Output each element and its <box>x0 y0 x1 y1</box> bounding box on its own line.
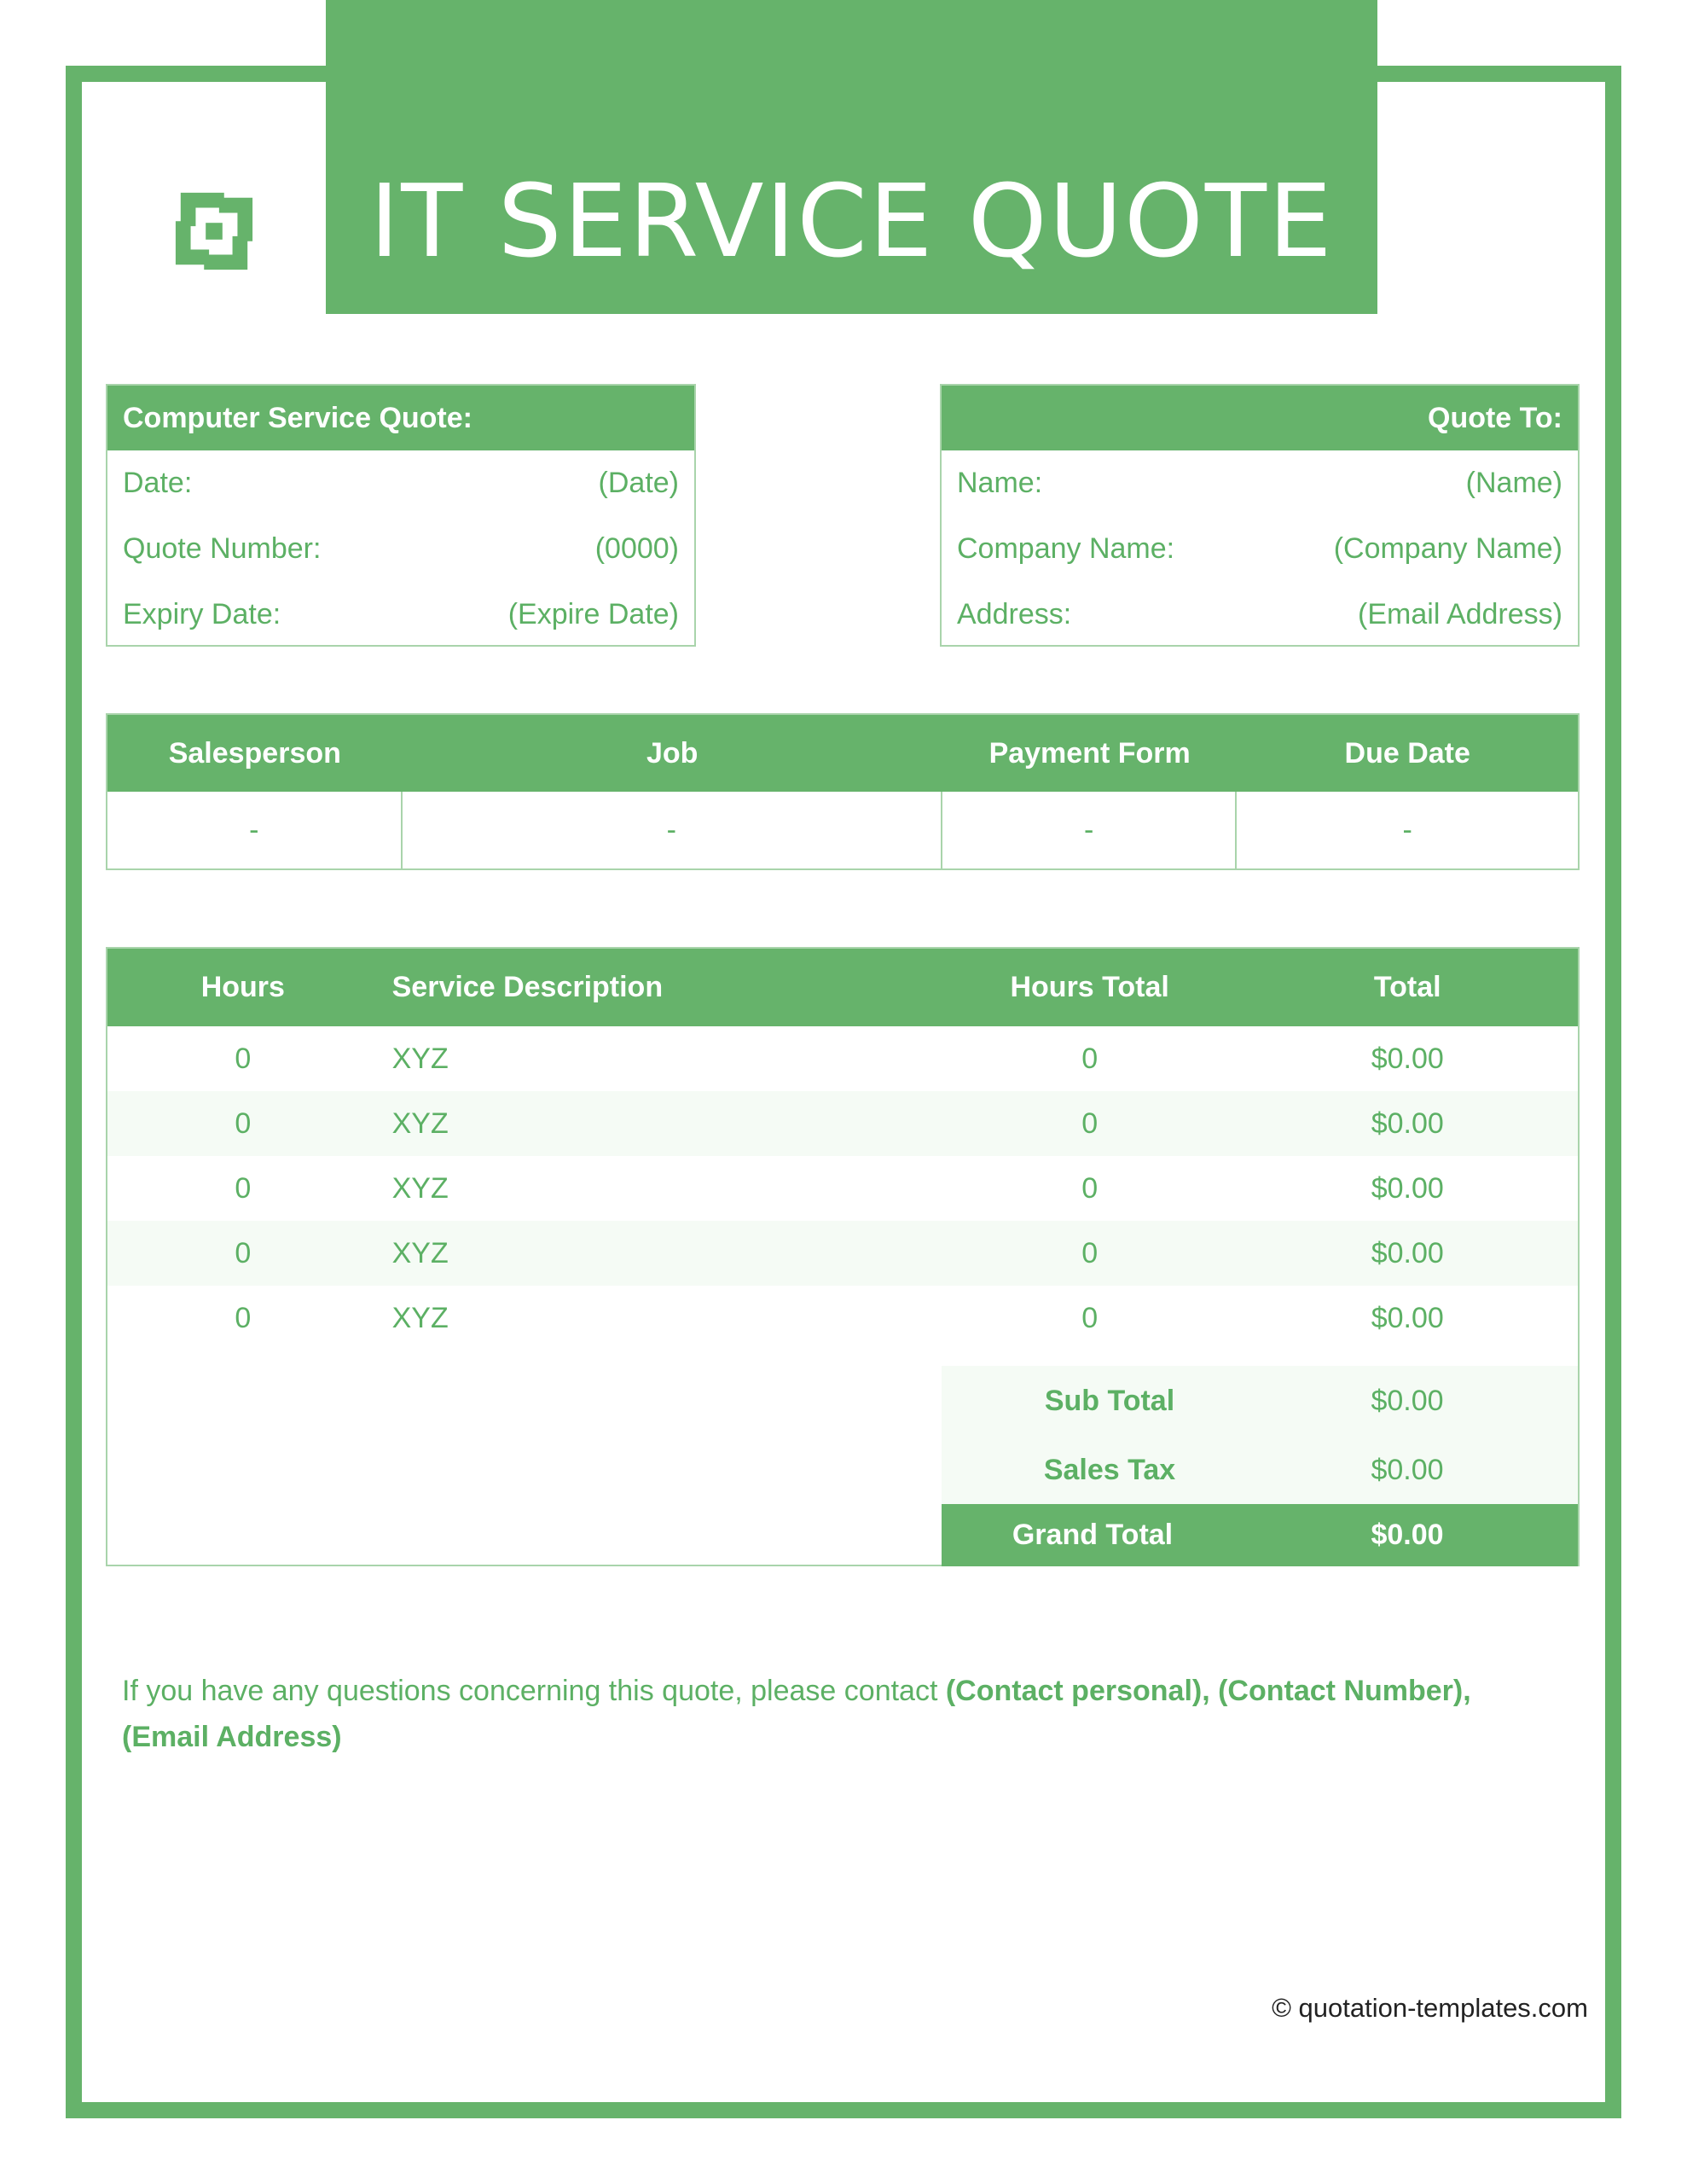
total-cell: $0.00 <box>1371 1301 1444 1334</box>
quote-info-row <box>107 516 694 582</box>
quote-info-row <box>107 450 694 516</box>
hours-cell: 0 <box>235 1042 252 1075</box>
hours-total-cell: 0 <box>1081 1107 1099 1140</box>
description-cell: XYZ <box>391 1042 449 1075</box>
table-row <box>107 1156 1578 1221</box>
hours-cell: 0 <box>235 1236 252 1269</box>
quote-info-box <box>106 384 696 647</box>
page-title: IT SERVICE QUOTE <box>369 162 1334 280</box>
job-table <box>106 713 1580 870</box>
total-cell: $0.00 <box>1371 1171 1444 1205</box>
hours-cell: 0 <box>235 1301 252 1334</box>
quote-number-label: Quote Number: <box>123 532 322 565</box>
description-cell: XYZ <box>391 1107 449 1140</box>
hours-header: Hours <box>200 971 285 1003</box>
quote-number-value: (0000) <box>594 532 679 565</box>
hours-total-cell: 0 <box>1081 1236 1099 1269</box>
salesperson-header: Salesperson <box>168 736 341 770</box>
quote-to-row <box>942 582 1578 648</box>
quote-info-heading: Computer Service Quote: <box>107 386 694 450</box>
date-label: Date: <box>123 467 193 499</box>
company-name-value: (Company Name) <box>1333 532 1562 565</box>
description-cell: XYZ <box>391 1171 449 1205</box>
quote-to-row <box>942 450 1578 516</box>
name-value: (Name) <box>1465 467 1562 499</box>
hours-cell: 0 <box>235 1171 252 1205</box>
total-cell: $0.00 <box>1371 1107 1444 1140</box>
sales-tax-value: $0.00 <box>1371 1453 1444 1486</box>
grand-total-row <box>942 1504 1578 1566</box>
salesperson-value: - <box>107 792 403 868</box>
company-name-label: Company Name: <box>957 532 1175 565</box>
payment-form-value: - <box>942 792 1238 868</box>
table-row <box>107 1286 1578 1350</box>
quote-info-row <box>107 582 694 648</box>
total-cell: $0.00 <box>1371 1042 1444 1075</box>
job-value: - <box>403 792 942 868</box>
contact-email: (Email Address) <box>122 1721 342 1753</box>
table-row <box>107 1091 1578 1156</box>
grand-total-label: Grand Total <box>1012 1519 1174 1551</box>
due-date-value: - <box>1402 813 1412 846</box>
grand-total-value: $0.00 <box>1371 1519 1444 1551</box>
description-cell: XYZ <box>391 1301 449 1334</box>
job-table-header <box>107 715 1578 792</box>
square-swirl-logo-icon <box>172 189 256 273</box>
date-value: (Date) <box>598 467 679 499</box>
sub-total-row <box>942 1366 1578 1436</box>
job-table-row <box>107 792 1578 868</box>
contact-note <box>122 1668 1529 1760</box>
table-row <box>107 1221 1578 1286</box>
table-row <box>107 1026 1578 1091</box>
address-value: (Email Address) <box>1358 598 1562 630</box>
job-header: Job <box>646 736 699 770</box>
description-cell: XYZ <box>391 1236 449 1269</box>
total-header: Total <box>1373 971 1441 1003</box>
quote-to-heading: Quote To: <box>942 386 1578 450</box>
name-label: Name: <box>957 467 1043 499</box>
quote-to-row <box>942 516 1578 582</box>
due-date-header: Due Date <box>1344 736 1470 770</box>
quote-to-box <box>940 384 1580 647</box>
copyright: © quotation-templates.com <box>1272 1993 1588 2023</box>
hours-cell: 0 <box>235 1107 252 1140</box>
expiry-date-label: Expiry Date: <box>123 598 281 630</box>
hours-total-cell: 0 <box>1081 1171 1099 1205</box>
sub-total-value: $0.00 <box>1371 1384 1444 1417</box>
contact-note-text: If you have any questions concerning this quote, please contact <box>122 1675 946 1707</box>
contact-details: (Contact personal), (Contact Number), <box>945 1675 1471 1707</box>
sales-tax-row <box>942 1436 1578 1504</box>
hours-total-cell: 0 <box>1081 1042 1099 1075</box>
hours-total-cell: 0 <box>1081 1301 1099 1334</box>
sub-total-label: Sub Total <box>1044 1384 1175 1417</box>
service-table <box>106 947 1580 1566</box>
title-banner <box>326 0 1377 314</box>
service-description-header: Service Description <box>391 971 664 1003</box>
expiry-date-value: (Expire Date) <box>507 598 679 630</box>
hours-total-header: Hours Total <box>1010 971 1169 1003</box>
sales-tax-label: Sales Tax <box>1043 1453 1176 1486</box>
payment-form-header: Payment Form <box>988 736 1191 770</box>
service-table-header <box>107 949 1578 1026</box>
address-label: Address: <box>957 598 1072 630</box>
total-cell: $0.00 <box>1371 1236 1444 1269</box>
